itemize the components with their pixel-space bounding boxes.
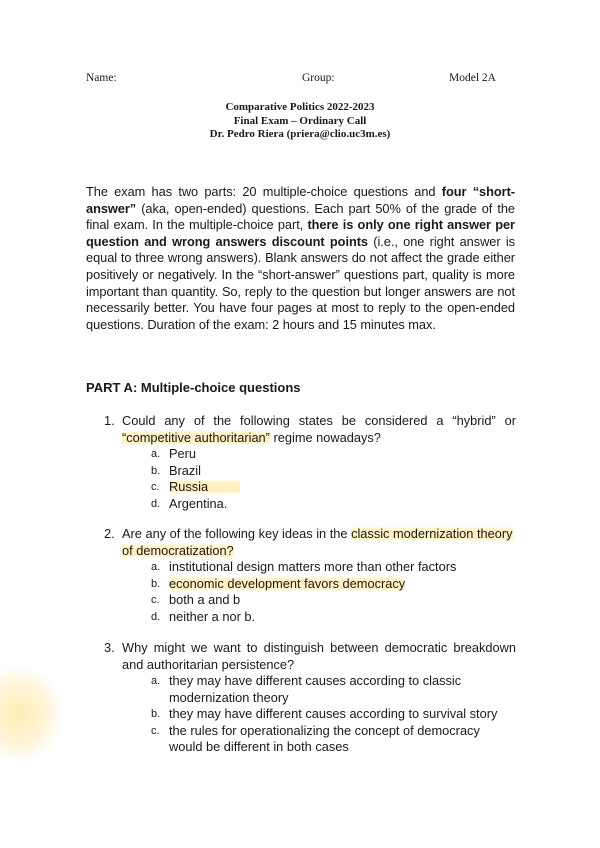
part-a-heading: PART A: Multiple-choice questions [86, 380, 301, 395]
option-a: a. institutional design matters more than other factors [151, 559, 457, 574]
question-stem: Could any of the following states be considered a “hybrid” or “competitive authoritarian” regime nowadays? [122, 413, 516, 445]
option-d: d. Argentina. [151, 495, 228, 511]
group-label: Group: [302, 72, 335, 84]
options-list [151, 673, 516, 756]
option-b: b. they may have different causes according to survival story [151, 706, 498, 722]
model-label: Model 2A [449, 72, 496, 84]
option-a: a. they may have different causes according to classic modernization theory [151, 673, 462, 705]
highlighted-option: Russia [169, 479, 240, 494]
highlighted-phrase: “competitive authoritarian” [122, 429, 270, 445]
instructions-bold-2: there is only one right answer per question and wrong answers discount points [86, 217, 515, 249]
highlighted-option: economic development favors democracy [169, 575, 406, 591]
exam-subtitle: Final Exam – Ordinary Call [233, 114, 367, 127]
question-stem: Why might we want to distinguish between democratic breakdown and authoritarian persistence? [122, 640, 516, 672]
highlighted-phrase: classic modernization theory of democratization? [122, 526, 513, 558]
exam-title-block [0, 101, 600, 142]
option-a: a. Peru [151, 446, 197, 461]
question-2 [104, 526, 516, 625]
options-list [151, 559, 516, 625]
question-number: 2. [104, 526, 115, 541]
question-number: 3. [104, 640, 115, 655]
highlighter-smudge [0, 668, 62, 760]
instructions-paragraph: The exam has two parts: 20 multiple-choice questions and four “short-answer” (aka, open-ended) questions. Each part 50% of the grade of the final exam. In the multiple-choice part, there is only one right answer per question and wrong answers discount points (i.e., one right answer is equal to three wrong answers). Blank answers do not affect the grade either positively or negatively. In the “short-answer” questions part, quality is more important than quantity. So, reply to the question but longer answers are not necessarily better. You have four pages at most to reply to the open-ended questions. Duration of the exam: 2 hours and 15 minutes max. [86, 184, 515, 332]
course-title: Comparative Politics 2022-2023 [225, 101, 375, 113]
option-c: c. Russia [151, 479, 516, 496]
name-label: Name: [86, 72, 117, 84]
options-list [151, 446, 516, 512]
question-stem: Are any of the following key ideas in the classic modernization theory of democratization? [122, 526, 513, 558]
question-3 [104, 640, 516, 756]
option-c: c. the rules for operationalizing the concept of democracy would be different in both cases [151, 722, 480, 755]
option-b: b. Brazil [151, 462, 201, 478]
instructions-bold-1: four “short-answer” [86, 184, 515, 216]
option-b: b. economic development favors democracy [151, 575, 406, 591]
question-number: 1. [104, 413, 115, 428]
question-1 [104, 413, 516, 512]
instructor-line: Dr. Pedro Riera (priera@clio.uc3m.es) [209, 128, 391, 140]
option-d: d. neither a nor b. [151, 608, 256, 624]
option-c: c. both a and b [151, 592, 241, 608]
